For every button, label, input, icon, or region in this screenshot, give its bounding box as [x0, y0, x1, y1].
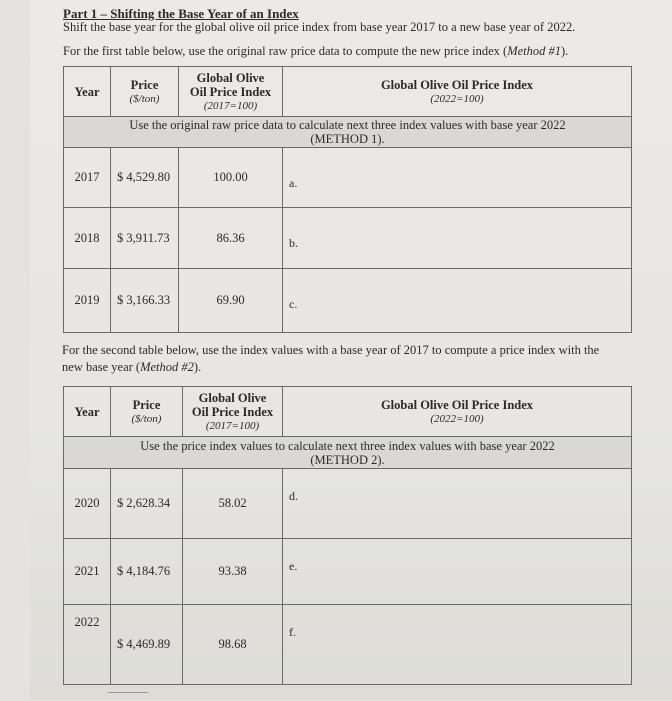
- instruction-line-2: [63, 44, 568, 59]
- table-row: [64, 269, 632, 333]
- table-row: [64, 605, 632, 685]
- year-cell: 2020: [64, 469, 111, 539]
- answer-cell-a[interactable]: a.: [283, 148, 632, 208]
- answer-cell-c[interactable]: c.: [283, 269, 632, 333]
- header-index-2017: Global Olive Oil Price Index (2017=100): [179, 67, 283, 117]
- index-cell: 93.38: [183, 539, 283, 605]
- header-price: Price ($/ton): [111, 67, 179, 117]
- year-cell: 2019: [64, 269, 111, 333]
- index-cell: 86.36: [179, 208, 283, 269]
- answer-cell-e[interactable]: e.: [283, 539, 632, 605]
- instruction-text-end: ).: [561, 44, 569, 58]
- header-index-2022: Global Olive Oil Price Index (2022=100): [283, 67, 632, 117]
- price-cell: $ 4,529.80: [111, 148, 179, 208]
- method-1-label: Method #1: [507, 44, 561, 58]
- year-cell: 2021: [64, 539, 111, 605]
- table-row: [64, 539, 632, 605]
- price-cell: $ 4,469.89: [111, 605, 183, 685]
- index-cell: 58.02: [183, 469, 283, 539]
- year-cell: 2022: [64, 605, 111, 685]
- answer-cell-f[interactable]: f.: [283, 605, 632, 685]
- answer-cell-d[interactable]: d.: [283, 469, 632, 539]
- method-2-label: Method #2: [140, 360, 194, 374]
- instruction-line-3: For the second table below, use the index values with a base year of 2017 to compute a price index with the: [62, 343, 600, 357]
- table-row: [64, 208, 632, 269]
- price-cell: $ 4,184.76: [111, 539, 183, 605]
- price-cell: $ 2,628.34: [111, 469, 183, 539]
- header-index-2017: Global Olive Oil Price Index (2017=100): [183, 387, 283, 437]
- table-row: [64, 469, 632, 539]
- price-cell: $ 3,166.33: [111, 269, 179, 333]
- index-cell: 100.00: [179, 148, 283, 208]
- price-cell: $ 3,911.73: [111, 208, 179, 269]
- year-cell: 2017: [64, 148, 111, 208]
- method-1-instruction-band: Use the original raw price data to calculate next three index values with base year 2022 (METHOD 1).: [64, 117, 632, 148]
- header-year: Year: [64, 387, 111, 437]
- instruction-text: new base year (: [62, 360, 141, 374]
- index-cell: 69.90: [179, 269, 283, 333]
- answer-cell-b[interactable]: b.: [283, 208, 632, 269]
- instruction-text-end: ).: [193, 360, 202, 374]
- instruction-text: For the first table below, use the original raw price data to compute the new price index (: [63, 44, 508, 58]
- header-index-2022: Global Olive Oil Price Index (2022=100): [283, 387, 632, 437]
- page-title: Part 1 – Shifting the Base Year of an Index: [63, 6, 299, 21]
- table-row: [64, 148, 632, 208]
- header-year: Year: [64, 67, 111, 117]
- instruction-line-4: [62, 360, 201, 375]
- table-method-2: [63, 386, 632, 685]
- instruction-line-1: Shift the base year for the global olive oil price index from base year 2017 to a new base year of 2022.: [63, 20, 576, 34]
- table-method-1: [63, 66, 632, 333]
- year-cell: 2018: [64, 208, 111, 269]
- header-price: Price ($/ton): [111, 387, 183, 437]
- method-2-instruction-band: Use the price index values to calculate next three index values with base year 2022 (METHOD 2).: [64, 437, 632, 469]
- index-cell: 98.68: [183, 605, 283, 685]
